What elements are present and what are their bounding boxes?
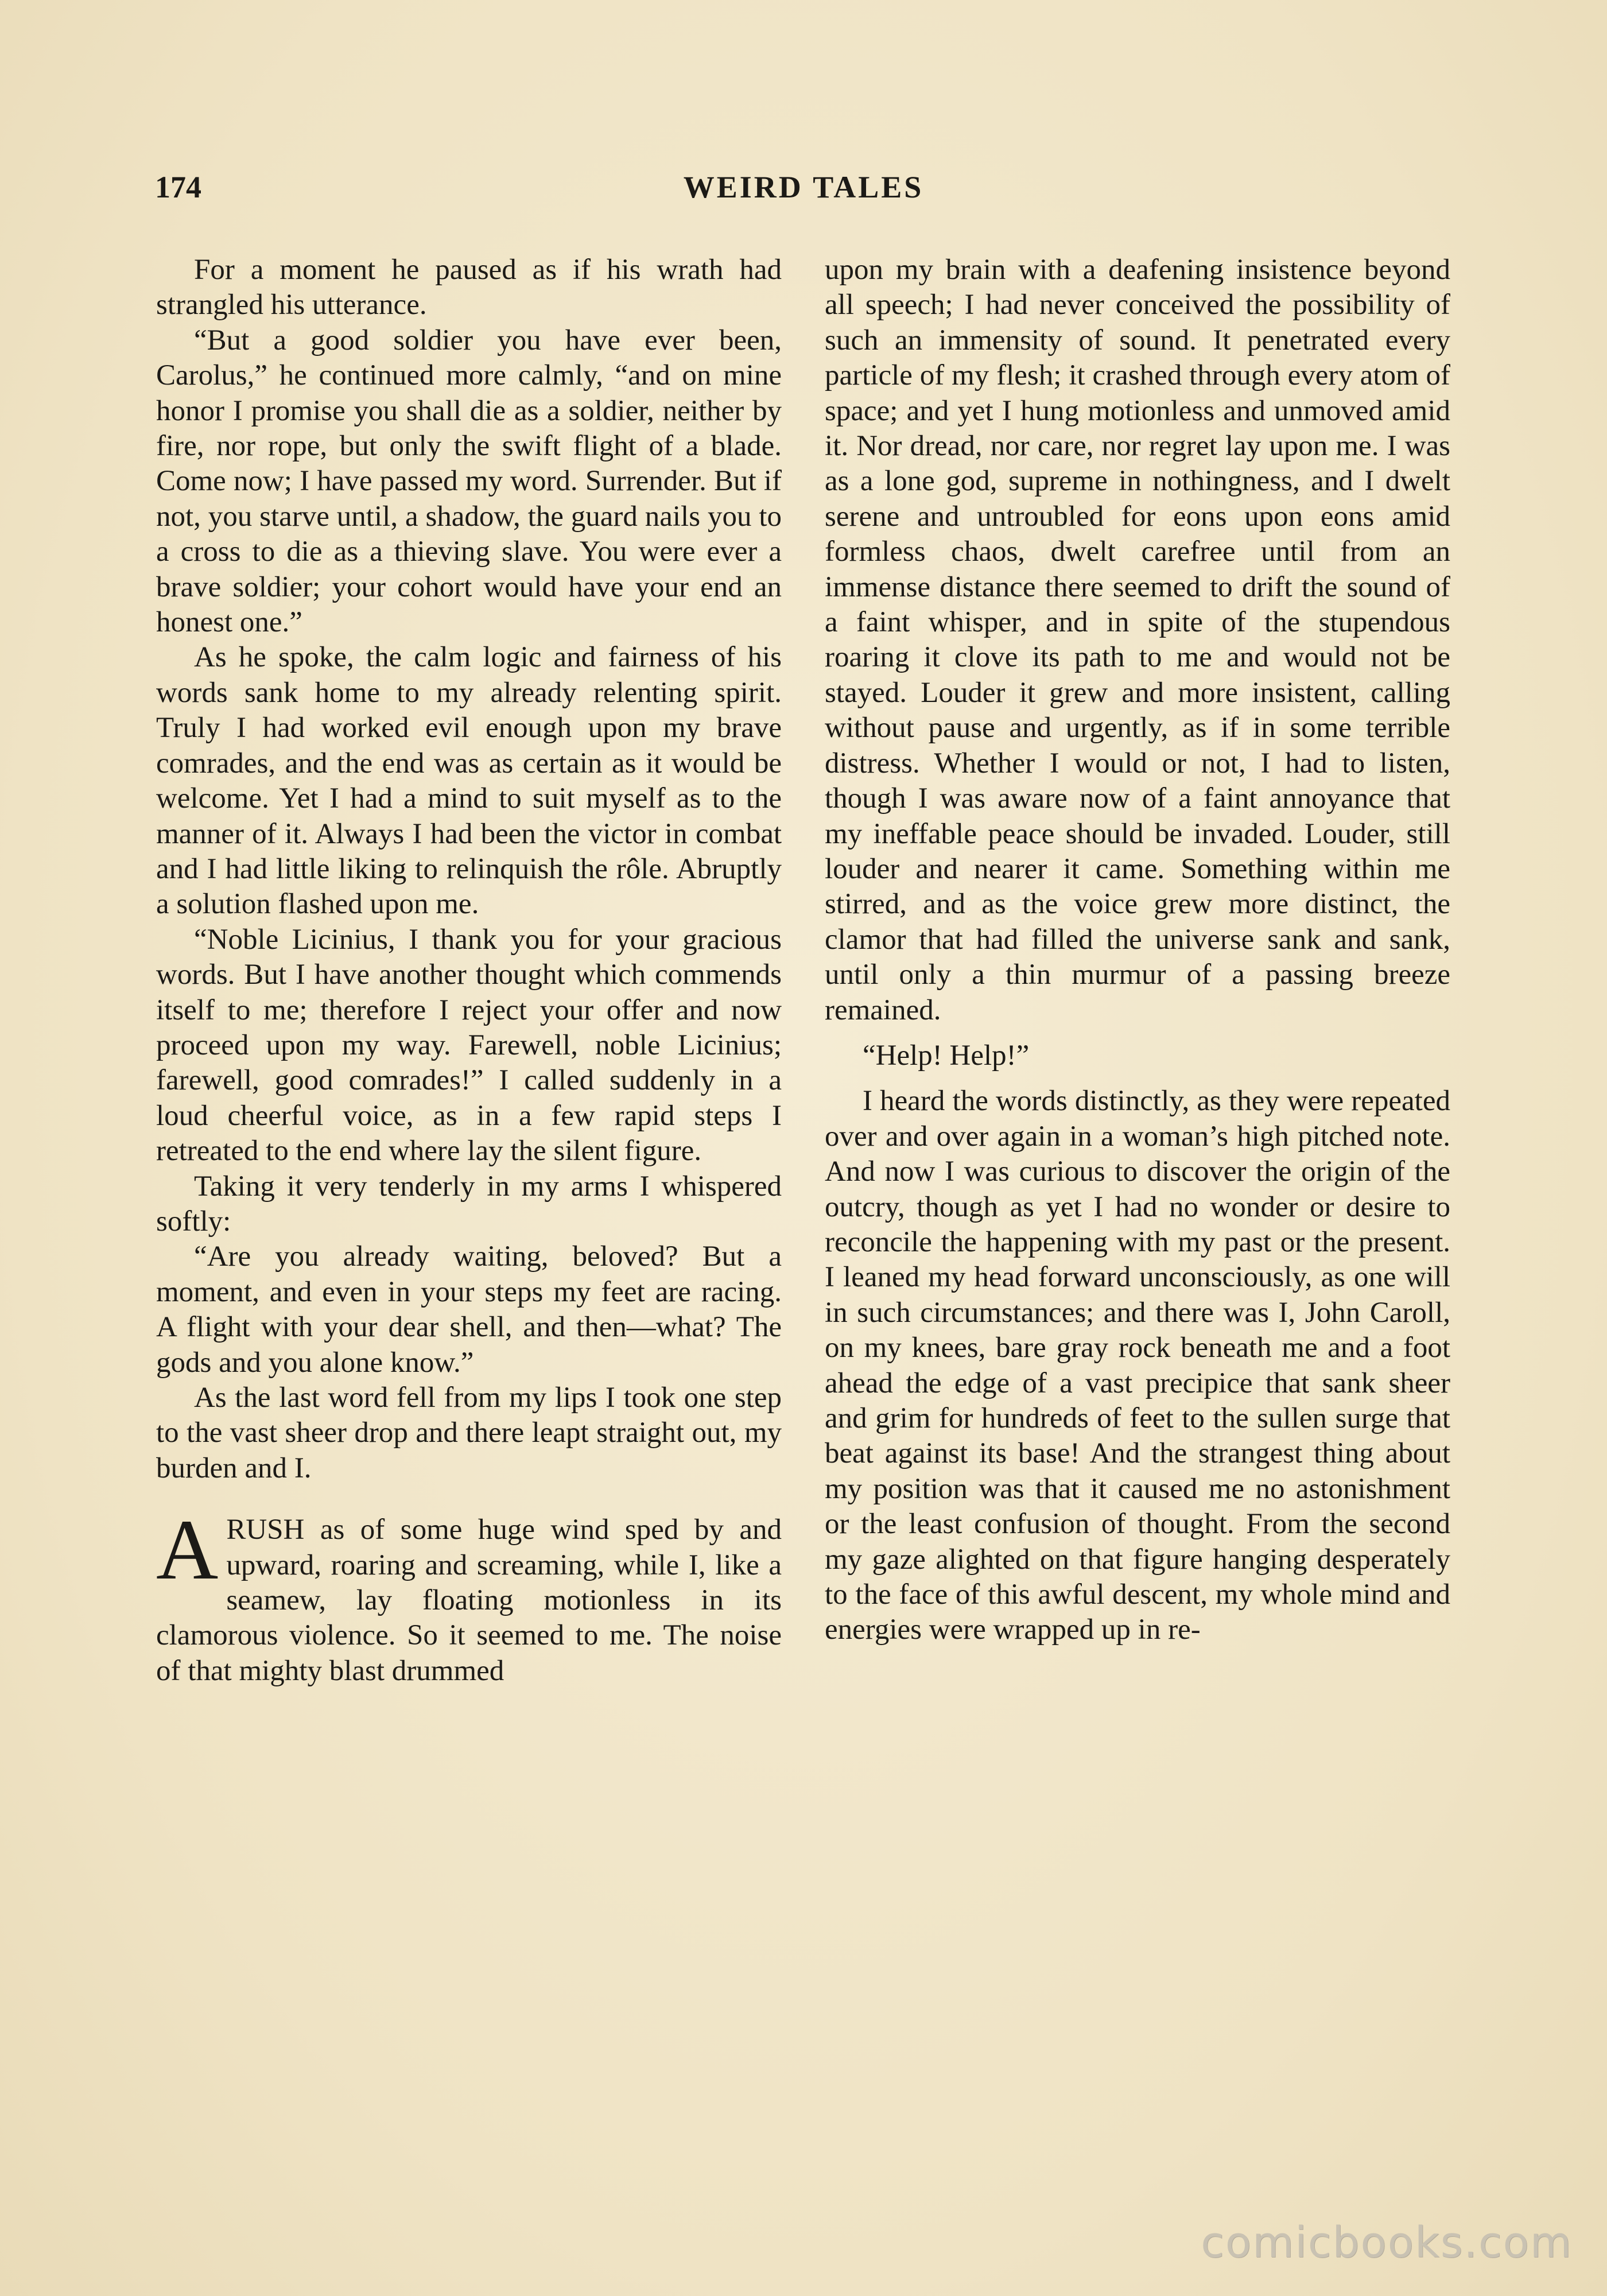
running-head: WEIRD TALES — [683, 170, 924, 204]
right-column — [825, 253, 1450, 2124]
paragraph: “But a good soldier you have ever been, Carolus,” he continued more calmly, “and on mine honor I promise you shall die as a soldier, neither by fire, nor rope, but only the swift flight of a blade. Come now; I have passed my word. Surrender. But if not, you starve until, a shadow, the guard nails you to a cross to die as a thieving slave. You were ever a brave soldier; your cohort would have your end an honest one.” — [156, 324, 782, 639]
page-number: 174 — [155, 170, 201, 204]
small-caps-lead: RUSH — [226, 1514, 305, 1546]
drop-cap: A — [156, 1502, 219, 1598]
page-header — [155, 169, 1452, 215]
paragraph: “Are you already waiting, beloved? But a moment, and even in your steps my feet are racing. A flight with your dear shell, and then—what? The gods and you alone know.” — [156, 1240, 782, 1379]
paragraph: “Help! Help!” — [863, 1039, 1030, 1072]
section-start-paragraph — [156, 1502, 782, 1689]
paragraph: Taking it very tenderly in my arms I whispered softly: — [156, 1170, 782, 1238]
paragraph: “Noble Licinius, I thank you for your gracious words. But I have another thought which commends itself to me; therefore I reject your offer and now proceed upon my way. Farewell, noble Licinius; farewell, good comrades!” I called suddenly in a loud cheerful voice, as in a few rapid steps I retreated to the end where lay the silent figure. — [156, 923, 782, 1168]
paragraph: As he spoke, the calm logic and fairness of his words sank home to my already relenting spirit. Truly I had worked evil enough upon my brave comrades, and the end was as certain as it would be welcome. Yet I had a mind to suit myself as to the manner of it. Always I had been the victor in combat and I had little liking to relinquish the rôle. Abruptly a solution flashed upon me. — [156, 641, 782, 921]
paragraph: As the last word fell from my lips I took one step to the vast sheer drop and there leapt straight out, my burden and I. — [156, 1382, 782, 1484]
paragraph: For a moment he paused as if his wrath had strangled his utterance. — [156, 254, 782, 321]
watermark: comicbooks.com — [1201, 2218, 1573, 2267]
paragraph: I heard the words distinctly, as they were repeated over and over again in a woman’s high pitched note. And now I was curious to discover the origin of the outcry, though as yet I had no wonder or desire to reconcile the happening with my past or the present. I leaned my head forward unconsciously, as one will in such circumstances; and there was I, John Caroll, on my knees, bare gray rock beneath me and a foot ahead the edge of a vast precipice that sank sheer and grim for hundreds of feet to the sullen surge that beat against its base! And the strangest thing about my position was that it caused me no astonishment or the least confusion of thought. From the second my gaze alighted on that figure hanging desperately to the face of this awful descent, my whole mind and energies were wrapped up in re- — [825, 1085, 1450, 1646]
paragraph: upon my brain with a deafening insistence beyond all speech; I had never conceived the possibility of such an immensity of sound. It penetrated every particle of my flesh; it crashed through every atom of space; and yet I hung motionless and unmoved amid it. Nor dread, nor care, nor regret lay upon me. I was as a lone god, supreme in nothingness, and I dwelt serene and untroubled for eons upon eons amid formless chaos, dwelt carefree until from an immense distance there seemed to drift the sound of a faint whisper, and in spite of the stupendous roaring it clove its path to me and would not be stayed. Louder it grew and more insistent, calling without pause and urgently, as if in some terrible distress. Whether I would or not, I had to listen, though I was aware now of a faint annoyance that my ineffable peace should be invaded. Louder, still louder and nearer it came. Something within me stirred, and as the voice grew more distinct, the clamor that had filled the universe sank and sank, until only a thin murmur of a passing breeze remained. — [825, 254, 1450, 1026]
left-column — [156, 253, 782, 2124]
paragraph-text: as of some huge wind sped by and upward, roaring and screaming, while I, like a seamew, lay floating motionless in its clamorous violence. So it seemed to me. The noise of that mighty blast drummed — [156, 1514, 782, 1687]
